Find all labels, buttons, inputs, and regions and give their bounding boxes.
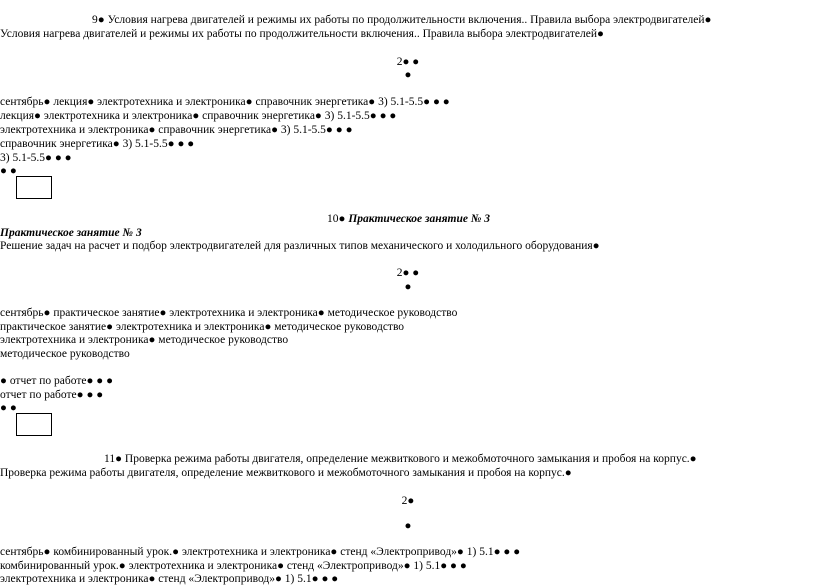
section-11-row-1: сентябрь● комбинированный урок.● электротехника и электроника● стенд «Электропривод»● 1) 5.1● ● ● — [0, 546, 521, 558]
section-9-subheading: Условия нагрева двигателей и режимы их работы по продолжительности включения.. Правила выбора электродвигателей● — [0, 28, 604, 40]
section-9-row-2: лекция● электротехника и электроника● справочник энергетика● 3) 5.1-5.5● ● ● — [0, 110, 397, 122]
section-10-empty-box — [16, 413, 52, 436]
section-11-row-3: электротехника и электроника● стенд «Электропривод»● 1) 5.1● ● ● — [0, 573, 339, 585]
section-11-subheading: Проверка режима работы двигателя, определение межвиткового и межобмоточного замыкания и пробоя на корпус.● — [0, 467, 572, 479]
section-10-dot: ● — [404, 281, 412, 293]
section-9-row-5: 3) 5.1-5.5● ● ● — [0, 152, 72, 164]
section-9-dot: ● — [404, 69, 412, 81]
section-10-report-1: ● отчет по работе● ● ● — [0, 375, 114, 387]
section-9-empty-box — [16, 176, 52, 199]
section-10-report-2: отчет по работе● ● ● — [0, 389, 104, 401]
section-11-dot: ● — [404, 520, 412, 532]
section-9-row-4: справочник энергетика● 3) 5.1-5.5● ● ● — [0, 138, 195, 150]
section-9-hours: 2● ● — [396, 56, 420, 68]
section-10-row-2: практическое занятие● электротехника и электроника● методическое руководство — [0, 321, 405, 333]
section-10-row-1: сентябрь● практическое занятие● электротехника и электроника● методическое руководство — [0, 307, 458, 319]
section-10-title: Практическое занятие № 3 — [348, 213, 491, 225]
section-9-row-1: сентябрь● лекция● электротехника и электроника● справочник энергетика● 3) 5.1-5.5● ● ● — [0, 96, 450, 108]
section-10-number: 10● — [327, 213, 346, 225]
section-10-hours: 2● ● — [396, 267, 420, 279]
section-9-row-3: электротехника и электроника● справочник энергетика● 3) 5.1-5.5● ● ● — [0, 124, 353, 136]
section-10-row-4: методическое руководство — [0, 348, 130, 360]
section-10-description: Решение задач на расчет и подбор электродвигателей для различных типов механического и холодильного оборудования● — [0, 240, 600, 252]
section-11-heading: 11● Проверка режима работы двигателя, определение межвиткового и межобмоточного замыкания и пробоя на корпус.● — [104, 453, 697, 465]
section-9-heading: 9● Условия нагрева двигателей и режимы их работы по продолжительности включения.. Правила выбора электродвигателей● — [92, 14, 712, 26]
section-10-subheading: Практическое занятие № 3 — [0, 227, 142, 239]
section-9-row-6: ● ● — [0, 165, 17, 177]
section-11-row-2: комбинированный урок.● электротехника и электроника● стенд «Электропривод»● 1) 5.1● ● ● — [0, 560, 467, 572]
section-10-row-3: электротехника и электроника● методическое руководство — [0, 334, 289, 346]
section-10-heading — [327, 212, 490, 226]
section-10-report-3: ● ● — [0, 402, 17, 414]
section-11-hours: 2● — [401, 495, 415, 507]
